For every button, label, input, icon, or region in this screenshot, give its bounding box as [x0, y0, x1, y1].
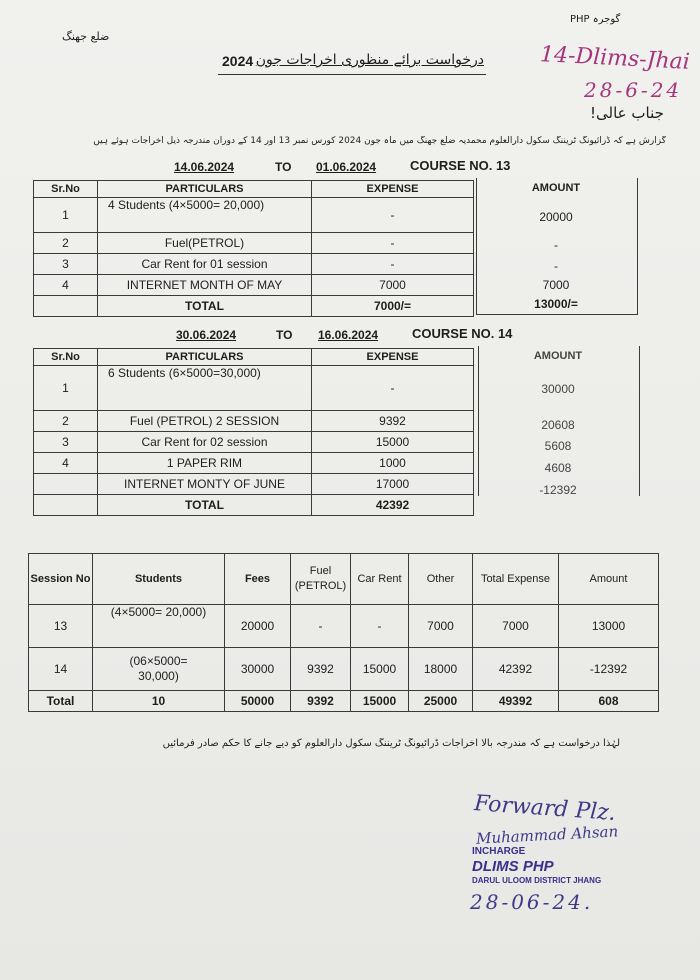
col-header-fuel: Fuel (PETROL) — [291, 554, 351, 605]
cell-expense: 17000 — [312, 474, 474, 495]
table-row — [29, 605, 659, 648]
cell-fees: 20000 — [225, 605, 291, 648]
cell-car-rent: 15000 — [351, 648, 409, 691]
cell-sr: 4 — [34, 275, 98, 296]
cell-fuel: - — [291, 605, 351, 648]
cell-particular: 6 Students (6×5000=30,000) — [98, 366, 312, 411]
total-label: Total — [29, 691, 93, 712]
col-header-srno: Sr.No — [34, 349, 98, 366]
cell-amount: -12392 — [559, 648, 659, 691]
cell-session: 14 — [29, 648, 93, 691]
total-label: TOTAL — [98, 495, 312, 516]
cell-car-rent: - — [351, 605, 409, 648]
col-header-amount: AMOUNT — [533, 350, 583, 362]
cell-particular: Car Rent for 02 session — [98, 432, 312, 453]
top-left-urdu-note: ضلع جھنگ — [62, 30, 110, 43]
page-title: درخواست برائے منظوری اخراجات جون — [255, 52, 484, 68]
cell-expense: - — [312, 198, 474, 233]
amount-row-3: 5608 — [544, 439, 572, 453]
col-header-srno: Sr.No — [34, 181, 98, 198]
col-header-amount: Amount — [559, 554, 659, 605]
handwritten-reference: 14-Dlims-Jhai — [539, 42, 691, 75]
cell-total-expense: 7000 — [473, 605, 559, 648]
course14-table — [33, 348, 474, 516]
amount-row-4: 4608 — [544, 461, 572, 475]
intro-paragraph: گزارش ہے کہ ڈرائیونگ ٹریننگ سکول دارالعلوم محمدیہ ضلع جھنگ میں ماہ جون 2024 کورس نمبر 13 اور 14 کے دوران مندرجہ ذیل اخراجات ہوئے ہیں — [93, 136, 666, 146]
course14-to-label: TO — [276, 328, 293, 342]
total-other: 25000 — [409, 691, 473, 712]
summary-table — [28, 553, 659, 712]
cell-expense: - — [312, 366, 474, 411]
cell-students: (4×5000= 20,000) — [93, 605, 225, 648]
table-row — [34, 254, 474, 275]
course13-date-to: 01.06.2024 — [316, 160, 377, 174]
cell-particular: Fuel(PETROL) — [98, 233, 312, 254]
stamp-line-incharge: INCHARGE — [472, 846, 526, 857]
table-row — [34, 233, 474, 254]
col-header-expense: EXPENSE — [312, 349, 474, 366]
col-header-session: Session No — [29, 554, 93, 605]
cell-session: 13 — [29, 605, 93, 648]
amount-row-5: -12392 — [539, 483, 577, 497]
cell-expense: 15000 — [312, 432, 474, 453]
cell-sr: 4 — [34, 453, 98, 474]
col-header-expense: EXPENSE — [312, 181, 474, 198]
col-header-students: Students — [93, 554, 225, 605]
table-row — [34, 453, 474, 474]
col-header-amount: AMOUNT — [531, 182, 581, 194]
col-header-other: Other — [409, 554, 473, 605]
table-row — [34, 432, 474, 453]
total-fuel: 9392 — [291, 691, 351, 712]
cell-expense: 7000 — [312, 275, 474, 296]
cell-particular: Car Rent for 01 session — [98, 254, 312, 275]
cell-expense: 9392 — [312, 411, 474, 432]
table-row — [34, 198, 474, 233]
col-header-particulars: PARTICULARS — [98, 349, 312, 366]
table-row — [34, 275, 474, 296]
cell-fees: 30000 — [225, 648, 291, 691]
cell-amount: 13000 — [559, 605, 659, 648]
cell-particular: INTERNET MONTH OF MAY — [98, 275, 312, 296]
col-header-total-expense: Total Expense — [473, 554, 559, 605]
total-row — [34, 495, 474, 516]
table-row — [34, 474, 474, 495]
total-expense: 42392 — [312, 495, 474, 516]
course13-to-label: TO — [275, 160, 292, 174]
forward-note: Forward Plz. — [473, 791, 617, 826]
total-label: TOTAL — [98, 296, 312, 317]
col-header-particulars: PARTICULARS — [98, 181, 312, 198]
cell-expense: 1000 — [312, 453, 474, 474]
amount-row-2: - — [554, 238, 558, 252]
total-total-expense: 49392 — [473, 691, 559, 712]
total-expense: 7000/= — [312, 296, 474, 317]
cell-sr: 2 — [34, 411, 98, 432]
cell-sr — [34, 474, 98, 495]
table-row — [34, 366, 474, 411]
cell-other: 7000 — [409, 605, 473, 648]
amount-row-1: 30000 — [541, 382, 575, 396]
top-right-label: گوجرہ PHP — [570, 14, 621, 25]
handwritten-date-top: 28-6-24 — [584, 78, 683, 102]
cell-students: (06×5000= 30,000) — [93, 648, 225, 691]
signature: Muhammad Ahsan — [475, 822, 619, 848]
cell-sr: 2 — [34, 233, 98, 254]
course14-number: COURSE NO. 14 — [412, 326, 513, 341]
cell-sr: 1 — [34, 198, 98, 233]
cell-total-expense: 42392 — [473, 648, 559, 691]
cell-particular: Fuel (PETROL) 2 SESSION — [98, 411, 312, 432]
total-row — [29, 691, 659, 712]
closing-request: لہٰذا درخواست ہے کہ مندرجہ بالا اخراجات ڈرائیونگ ٹریننگ سکول دارالعلوم کو دیے جانے کا حکم صادر فرمائیں — [162, 738, 620, 749]
course14-date-from: 30.06.2024 — [176, 328, 237, 342]
stamp-line-dlims: DLIMS PHP — [472, 858, 554, 875]
amount-row-3: - — [554, 259, 558, 273]
total-amount: 608 — [559, 691, 659, 712]
title-year: 2024 — [222, 53, 254, 69]
signature-date: 28-06-24. — [470, 890, 594, 914]
cell-fuel: 9392 — [291, 648, 351, 691]
cell-particular: 1 PAPER RIM — [98, 453, 312, 474]
title-underline — [218, 74, 486, 75]
stamp-line-address: DARUL ULOOM DISTRICT JHANG — [472, 876, 602, 885]
table-row — [34, 411, 474, 432]
amount-row-2: 20608 — [541, 418, 575, 432]
course13-number: COURSE NO. 13 — [410, 158, 511, 173]
salutation: جناب عالی! — [590, 104, 664, 122]
total-car-rent: 15000 — [351, 691, 409, 712]
total-students: 10 — [93, 691, 225, 712]
cell-other: 18000 — [409, 648, 473, 691]
course14-date-to: 16.06.2024 — [318, 328, 379, 342]
cell-sr: 3 — [34, 254, 98, 275]
cell-expense: - — [312, 254, 474, 275]
col-header-fees: Fees — [225, 554, 291, 605]
col-header-car-rent: Car Rent — [351, 554, 409, 605]
course13-date-from: 14.06.2024 — [174, 160, 235, 174]
cell-particular: 4 Students (4×5000= 20,000) — [98, 198, 312, 233]
total-amount: 13000/= — [534, 297, 578, 311]
total-row — [34, 296, 474, 317]
amount-row-4: 7000 — [542, 278, 570, 292]
cell-sr: 1 — [34, 366, 98, 411]
table-row — [29, 648, 659, 691]
course13-table — [33, 180, 474, 317]
total-fees: 50000 — [225, 691, 291, 712]
cell-expense: - — [312, 233, 474, 254]
cell-particular: INTERNET MONTY OF JUNE — [98, 474, 312, 495]
amount-row-1: 20000 — [539, 210, 573, 224]
cell-sr: 3 — [34, 432, 98, 453]
